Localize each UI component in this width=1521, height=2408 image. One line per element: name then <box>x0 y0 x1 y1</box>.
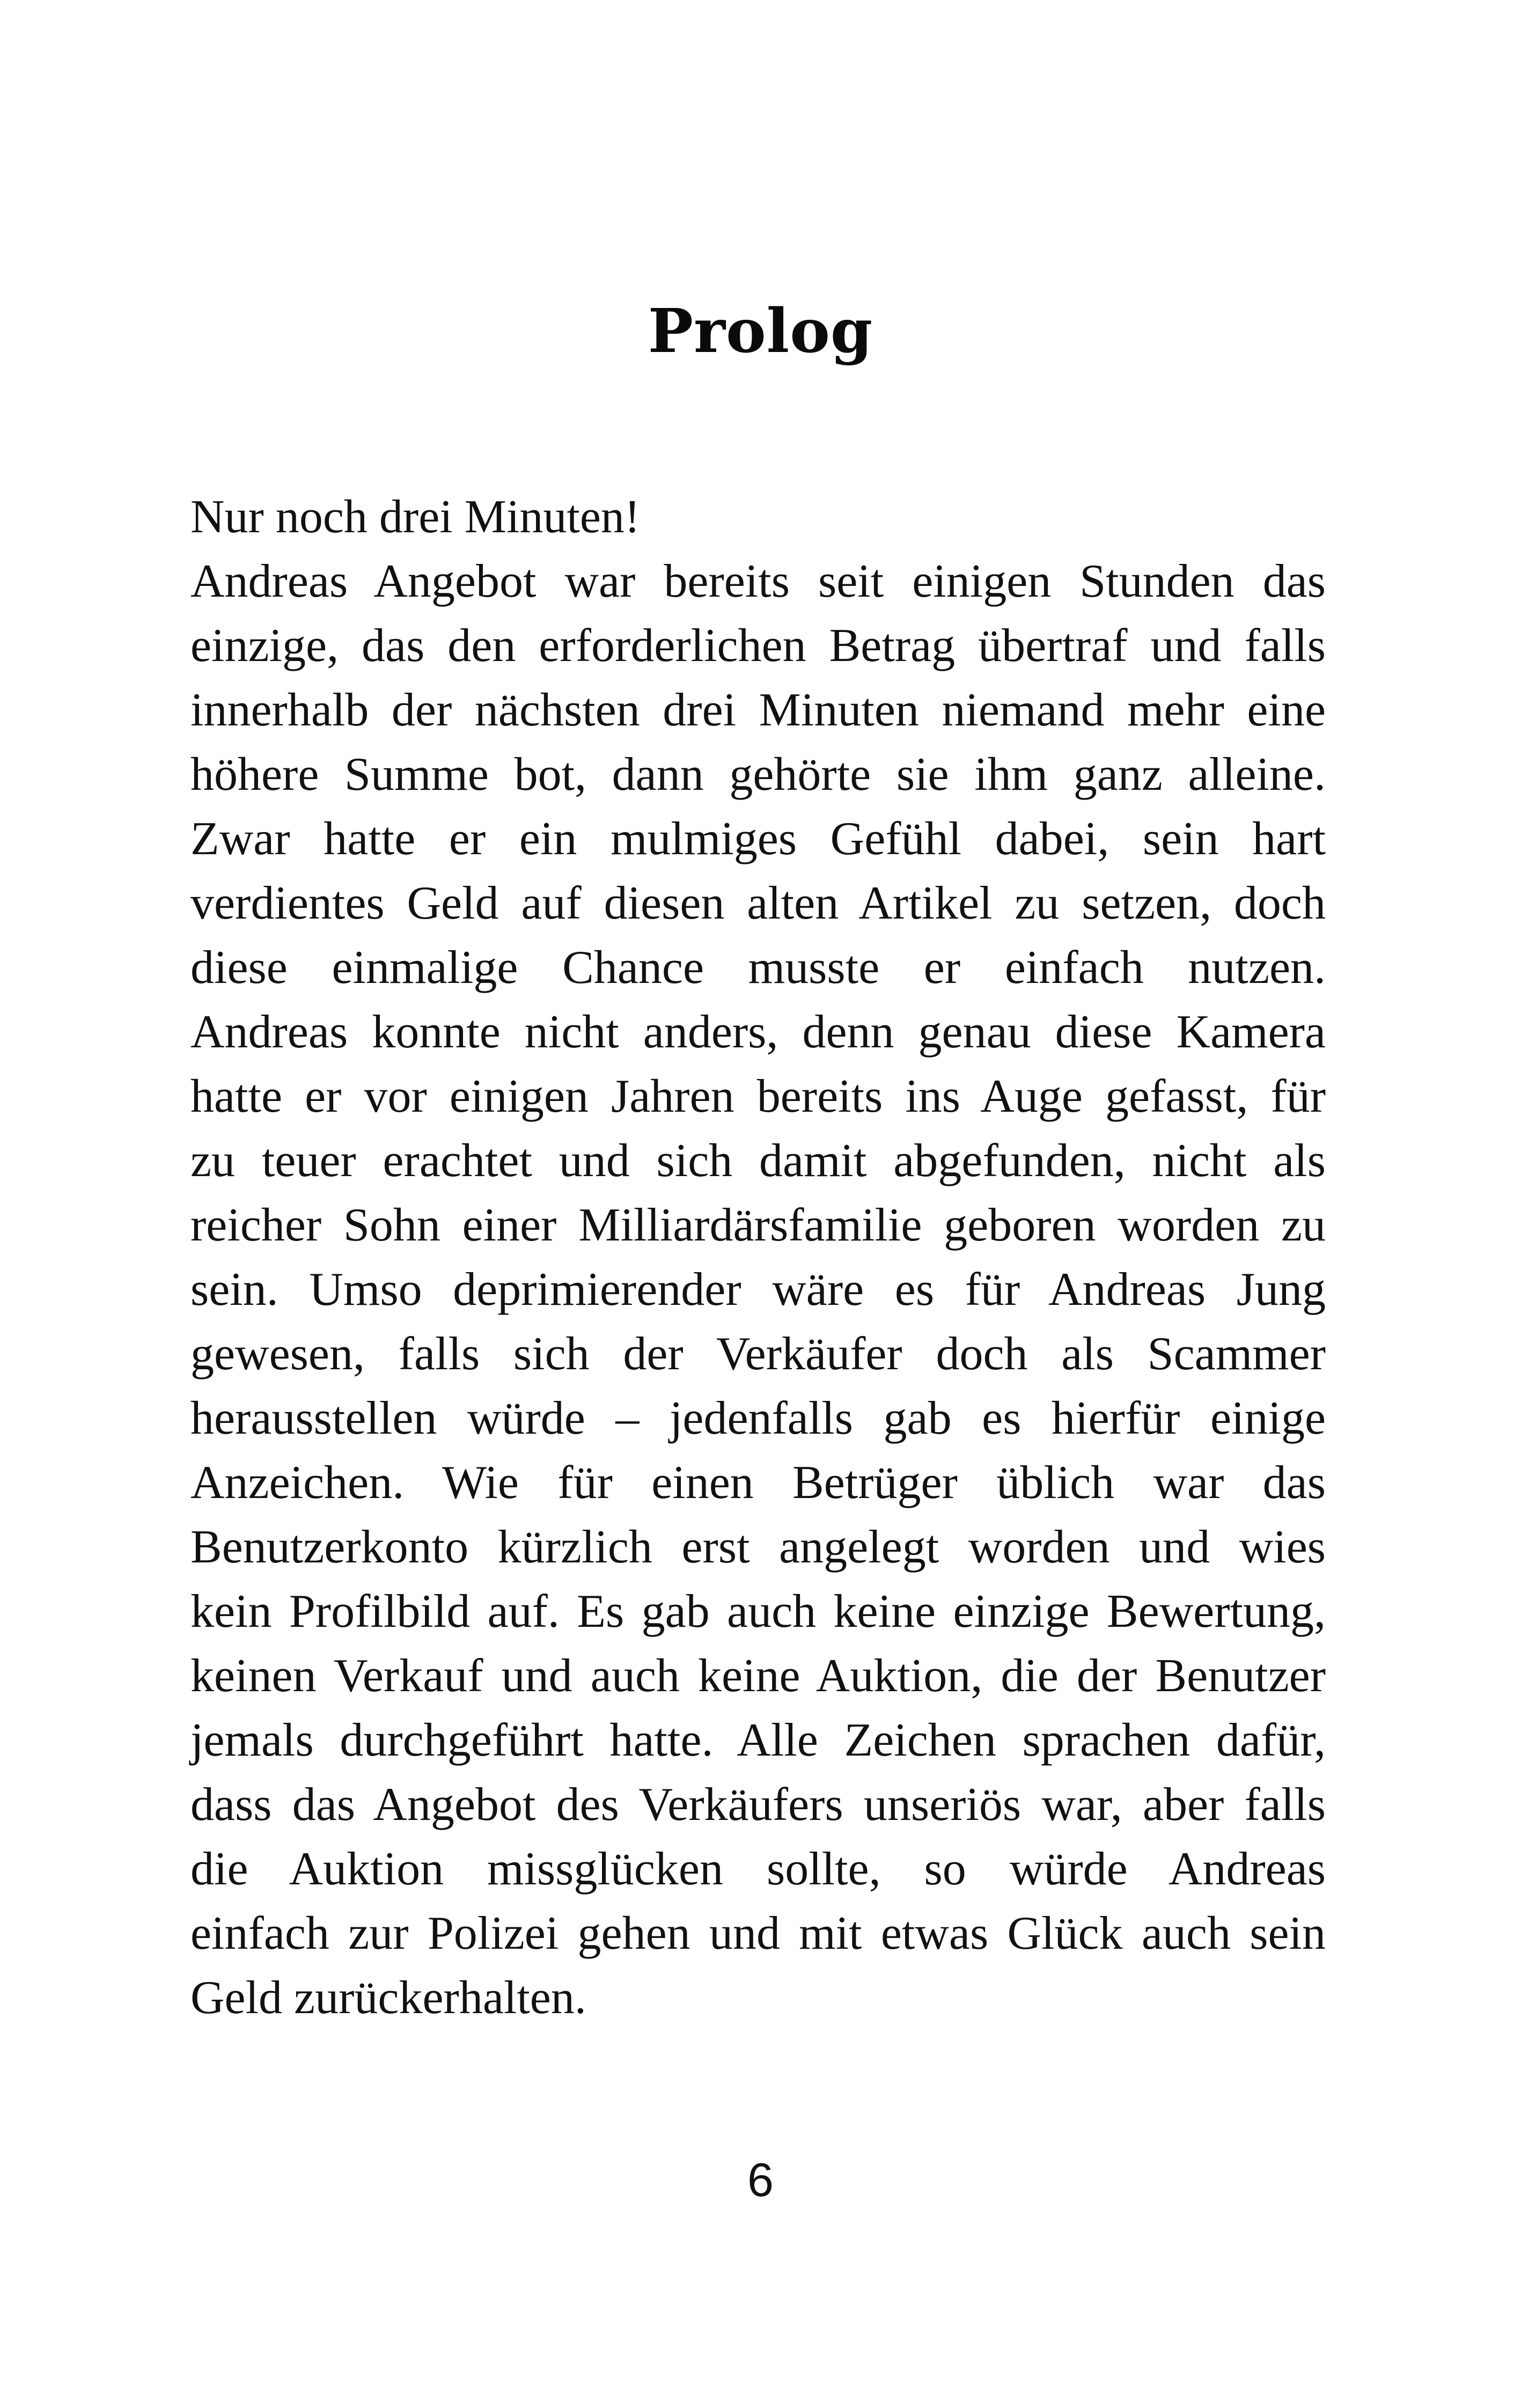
text-line: hatte er vor einigen Jahren bereits ins Auge gefasst, für <box>190 1070 1326 1122</box>
text-line: höhere Summe bot, dann gehörte sie ihm ganz alleine. <box>190 748 1326 801</box>
text-line: Benutzerkonto kürzlich erst angelegt worden und wies <box>190 1521 1326 1573</box>
text-line: Andreas Angebot war bereits seit einigen Stunden das <box>190 555 1326 607</box>
text-line: Nur noch drei Minuten! <box>190 491 641 543</box>
text-line: herausstellen würde – jedenfalls gab es hierfür einige <box>190 1392 1326 1444</box>
text-line: keinen Verkauf und auch keine Auktion, die der Benutzer <box>190 1650 1326 1702</box>
chapter-title: Prolog <box>648 296 873 366</box>
text-line: innerhalb der nächsten drei Minuten niemand mehr eine <box>190 684 1326 736</box>
text-line: reicher Sohn einer Milliardärsfamilie geboren worden zu <box>190 1199 1326 1251</box>
text-line: die Auktion missglücken sollte, so würde Andreas <box>190 1843 1326 1895</box>
text-line: kein Profilbild auf. Es gab auch keine einzige Bewertung, <box>190 1585 1326 1638</box>
text-line: diese einmalige Chance musste er einfach nutzen. <box>190 942 1326 994</box>
text-line: gewesen, falls sich der Verkäufer doch als Scammer <box>190 1328 1326 1380</box>
text-line: jemals durchgeführt hatte. Alle Zeichen sprachen dafür, <box>190 1714 1326 1766</box>
text-line: Anzeichen. Wie für einen Betrüger üblich war das <box>190 1457 1326 1509</box>
text-line: dass das Angebot des Verkäufers unseriös war, aber falls <box>190 1779 1326 1831</box>
text-line: einfach zur Polizei gehen und mit etwas Glück auch sein <box>190 1907 1326 1959</box>
page-number: 6 <box>747 2153 774 2206</box>
body-text <box>190 485 1326 2030</box>
text-line: Andreas konnte nicht anders, denn genau diese Kamera <box>190 1006 1326 1058</box>
text-line: verdientes Geld auf diesen alten Artikel zu setzen, doch <box>190 877 1326 929</box>
text-line: sein. Umso deprimierender wäre es für Andreas Jung <box>190 1264 1326 1316</box>
text-line: einzige, das den erforderlichen Betrag übertraf und falls <box>190 620 1326 672</box>
text-line: Zwar hatte er ein mulmiges Gefühl dabei, sein hart <box>190 813 1326 865</box>
text-line: zu teuer erachtet und sich damit abgefunden, nicht als <box>190 1135 1326 1187</box>
text-line: Geld zurückerhalten. <box>190 1972 586 2024</box>
